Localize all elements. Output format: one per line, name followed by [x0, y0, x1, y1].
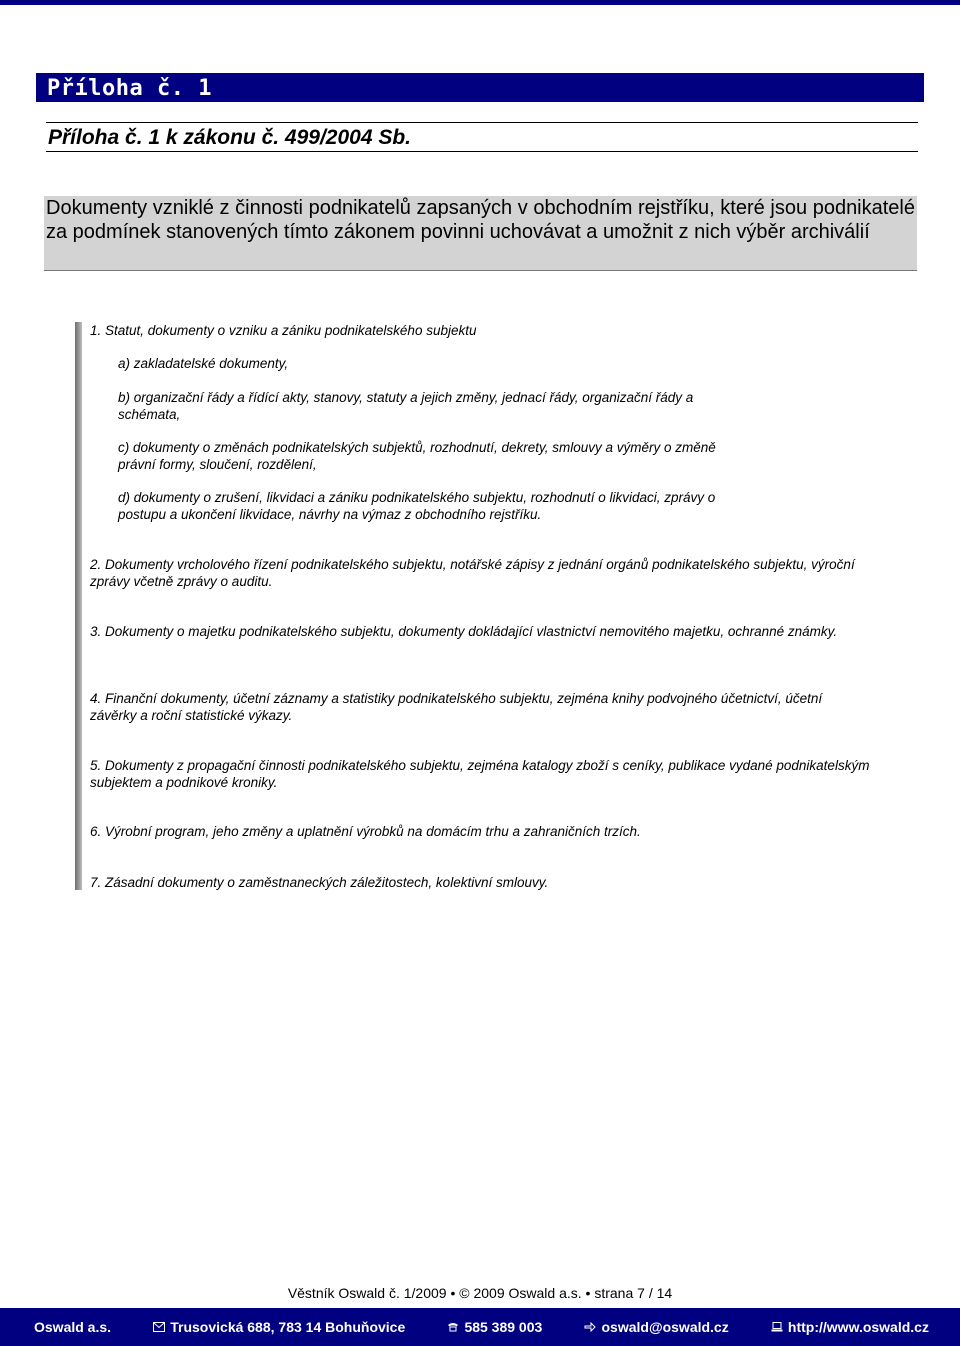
footer-web-item[interactable]	[771, 1319, 929, 1335]
footer-address-item	[153, 1319, 405, 1335]
top-border	[0, 0, 960, 5]
list-item-2: 2. Dokumenty vrcholového řízení podnikatelského subjektu, notářské zápisy z jednání orgánů podnikatelského subjektu, výroční zprávy včetně zprávy o auditu.	[90, 557, 855, 589]
footer-phone-item[interactable]	[447, 1319, 542, 1335]
list-item-4: 4. Finanční dokumenty, účetní záznamy a statistiky podnikatelského subjektu, zejména knihy podvojného účetnictví, účetní závěrky a roční statistické výkazy.	[90, 691, 823, 723]
footer-web[interactable]: http://www.oswald.cz	[787, 1319, 929, 1335]
footer-address: Trusovická 688, 783 14 Bohuňovice	[170, 1319, 406, 1335]
list-item-d: d) dokumenty o zrušení, likvidaci a zániku podnikatelského subjektu, rozhodnutí o likvidaci, zprávy o postupu a ukončení likvidace, návrhy na výmaz z obchodního rejstříku.	[118, 490, 716, 522]
footer-info	[0, 1284, 960, 1302]
footer-email-item[interactable]	[584, 1319, 728, 1335]
page-subtitle: Příloha č. 1 k zákonu č. 499/2004 Sb.	[46, 122, 918, 152]
envelope-icon	[153, 1322, 165, 1332]
bullet-icon: •	[450, 1285, 456, 1301]
list-item-b: b) organizační řády a řídící akty, stanovy, statuty a jejich změny, jednací řády, organizační řády a schémata,	[118, 390, 694, 422]
pointer-icon	[584, 1322, 596, 1332]
page-title: Příloha č. 1	[36, 73, 924, 102]
list-item-6: 6. Výrobní program, jeho změny a uplatnění výrobků na domácím trhu a zahraničních trzích.	[90, 824, 641, 839]
footer-copyright: © 2009 Oswald a.s.	[459, 1285, 582, 1301]
section-heading: Dokumenty vzniklé z činnosti podnikatelů zapsaných v obchodním rejstříku, které jsou podnikatelé za podmínek stanovených tímto zákonem povinni uchovávat a umožnit z nich výběr archiválií	[44, 196, 917, 271]
footer-company: Oswald a.s.	[34, 1319, 112, 1335]
list-item-3: 3. Dokumenty o majetku podnikatelského subjektu, dokumenty dokládající vlastnictví nemovitého majetku, ochranné známky.	[90, 624, 838, 639]
margin-bar	[75, 322, 82, 890]
footer-email[interactable]: oswald@oswald.cz	[601, 1319, 729, 1335]
footer-contact-bar	[0, 1308, 960, 1346]
phone-icon	[447, 1322, 459, 1332]
list-item-1: 1. Statut, dokumenty o vzniku a zániku podnikatelského subjektu	[90, 323, 477, 338]
list-item-a: a) zakladatelské dokumenty,	[118, 356, 289, 371]
list-item-7: 7. Zásadní dokumenty o zaměstnaneckých záležitostech, kolektivní smlouvy.	[90, 875, 549, 890]
footer-page: strana 7 / 14	[594, 1285, 673, 1301]
list-item-c: c) dokumenty o změnách podnikatelských subjektů, rozhodnutí, dekrety, smlouvy a výměry o změně právní formy, sloučení, rozdělení,	[118, 440, 716, 472]
footer-phone[interactable]: 585 389 003	[464, 1319, 543, 1335]
list-item-5: 5. Dokumenty z propagační činnosti podnikatelského subjektu, zejména katalogy zboží s ceníky, publikace vydané podnikatelským subjektem a podnikové kroniky.	[90, 758, 870, 790]
bullet-icon: •	[585, 1285, 591, 1301]
computer-icon	[771, 1322, 783, 1332]
footer-journal: Věstník Oswald č. 1/2009	[287, 1285, 447, 1301]
